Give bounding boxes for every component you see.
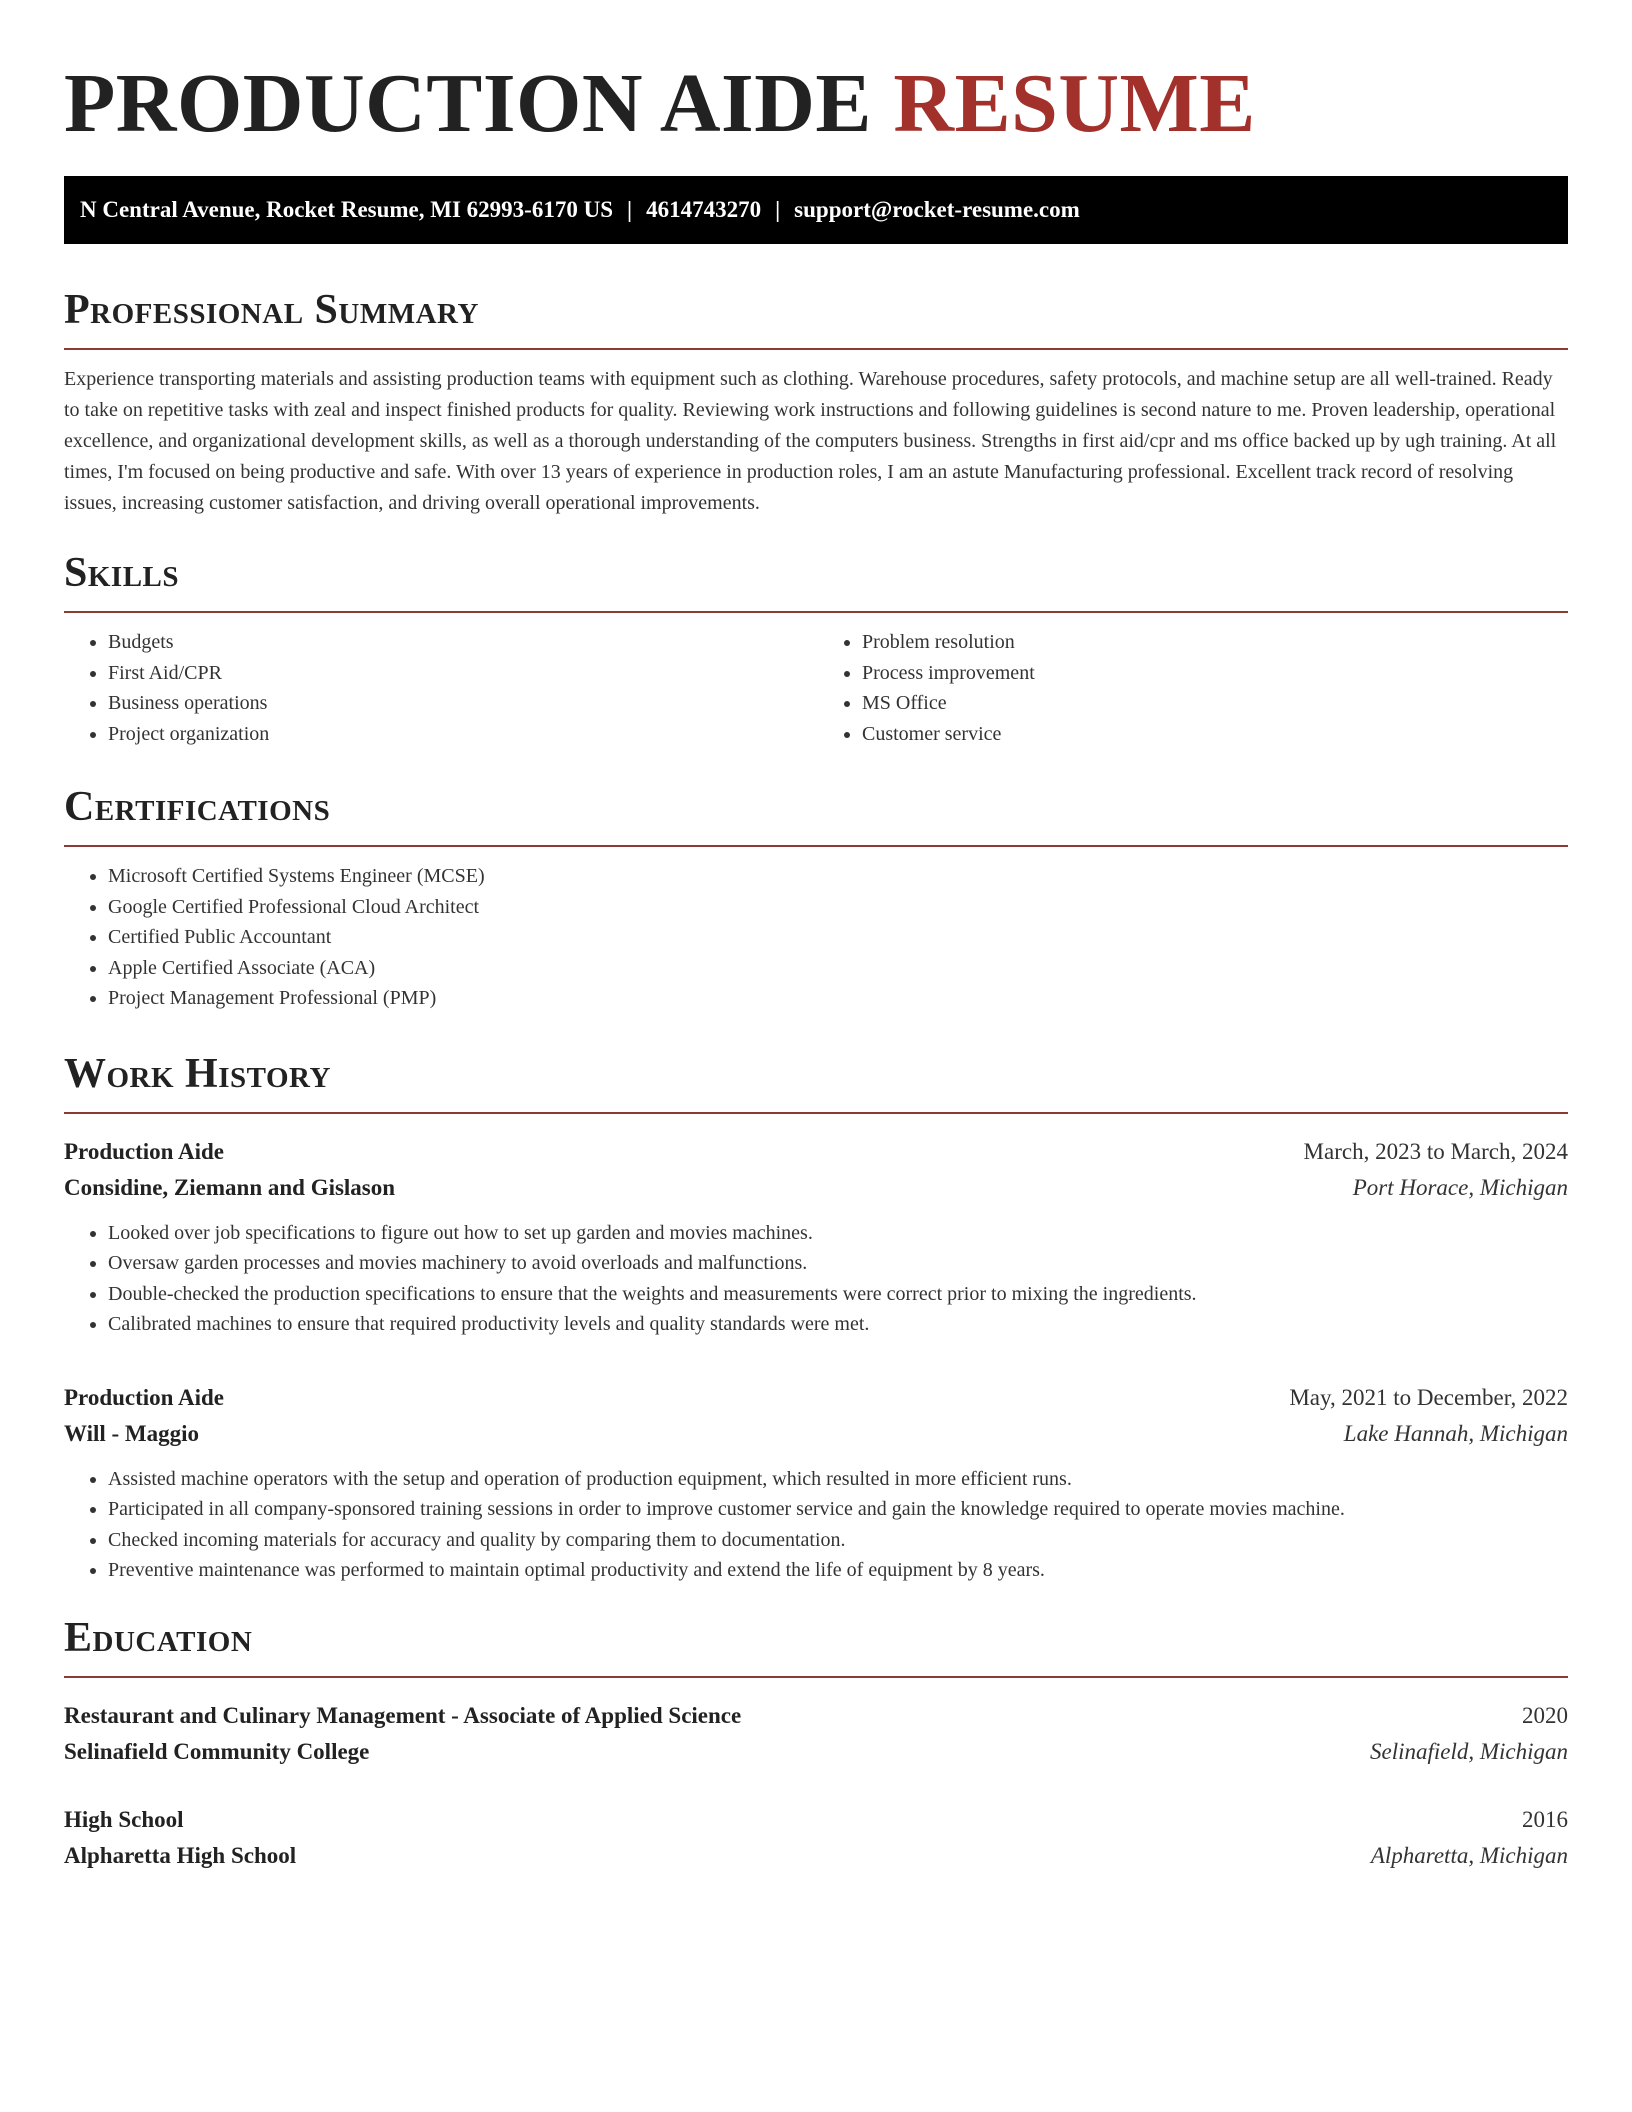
section-divider: [64, 1676, 1568, 1678]
skills-list-left: [64, 627, 814, 749]
job-title: Production Aide: [64, 1384, 224, 1410]
job-company-row: [64, 1416, 1568, 1452]
contact-email: support@rocket-resume.com: [794, 197, 1080, 222]
education-entry: [64, 1802, 1568, 1874]
job-dates: May, 2021 to December, 2022: [1289, 1384, 1568, 1410]
job-company-row: [64, 1170, 1568, 1206]
job-location: Lake Hannah, Michigan: [1343, 1420, 1568, 1446]
skill-item: • Business operations: [108, 688, 814, 719]
work-history-section: [64, 1048, 1568, 1586]
certification-item: • Apple Certified Associate (ACA): [108, 953, 1568, 984]
skills-heading: Skills: [64, 550, 180, 596]
summary-section: [64, 284, 1568, 519]
contact-bar: [64, 176, 1568, 244]
education-section: [64, 1612, 1568, 1874]
certifications-heading: Certifications: [64, 784, 331, 830]
education-year: 2016: [1522, 1806, 1568, 1832]
certifications-list: [64, 861, 1568, 1014]
job-duty-item: • Checked incoming materials for accuracy and quality by comparing them to documentation.: [108, 1525, 1568, 1556]
certification-item: • Certified Public Accountant: [108, 922, 1568, 953]
education-location: Alpharetta, Michigan: [1370, 1842, 1568, 1868]
job-duty-item: • Looked over job specifications to figure out how to set up garden and movies machines.: [108, 1218, 1568, 1249]
skills-list-right: [814, 627, 1568, 749]
title-accent: RESUME: [893, 57, 1256, 150]
job-duty-item: • Assisted machine operators with the setup and operation of production equipment, which resulted in more efficient runs.: [108, 1464, 1568, 1495]
education-year: 2020: [1522, 1702, 1568, 1728]
job-header-row: [64, 1380, 1568, 1416]
education-entry: [64, 1698, 1568, 1770]
job-company: Considine, Ziemann and Gislason: [64, 1174, 396, 1200]
education-school-row: [64, 1734, 1568, 1770]
education-school: Alpharetta High School: [64, 1842, 297, 1868]
education-location: Selinafield, Michigan: [1369, 1738, 1568, 1764]
work-history-heading: Work History: [64, 1050, 331, 1097]
resume-title: [64, 54, 1568, 154]
job-entry: [64, 1380, 1568, 1586]
summary-heading: Professional Summary: [64, 287, 479, 333]
job-location: Port Horace, Michigan: [1352, 1174, 1568, 1200]
skill-item: • Budgets: [108, 627, 814, 658]
certification-item: • Project Management Professional (PMP): [108, 983, 1568, 1014]
certifications-section: [64, 781, 1568, 1014]
job-duties-list: [64, 1218, 1568, 1340]
job-duty-item: • Oversaw garden processes and movies machinery to avoid overloads and malfunctions.: [108, 1248, 1568, 1279]
job-header-row: [64, 1134, 1568, 1170]
contact-separator: |: [775, 197, 781, 222]
skill-item: • Customer service: [862, 719, 1568, 750]
education-degree: High School: [64, 1806, 184, 1832]
contact-phone: 4614743270: [646, 197, 762, 222]
job-duty-item: • Participated in all company-sponsored training sessions in order to improve customer service and gain the knowledge required to operate movies machine.: [108, 1494, 1568, 1525]
skill-item: • Process improvement: [862, 658, 1568, 689]
skill-item: • First Aid/CPR: [108, 658, 814, 689]
education-heading: Education: [64, 1614, 253, 1661]
summary-text: Experience transporting materials and assisting production teams with equipment such as clothing. Warehouse procedures, safety protocols, and machine setup are all well-trained. Ready to take on repetitive tasks with zeal and inspect finished products for quality. Reviewing work instructions and following guidelines is second nature to me. Proven leadership, operational excellence, and organizational development skills, as well as a thorough understanding of the computers business. Strengths in first aid/cpr and ms office backed up by ugh training. At all times, I'm focused on being productive and safe. With over 13 years of experience in production roles, I am an astute Manufacturing professional. Excellent track record of resolving issues, increasing customer satisfaction, and driving overall operational improvements.: [64, 368, 1557, 514]
education-school: Selinafield Community College: [64, 1738, 370, 1764]
education-degree-row: [64, 1698, 1568, 1734]
education-degree-row: [64, 1802, 1568, 1838]
skills-section: [64, 547, 1568, 749]
job-company: Will - Maggio: [64, 1420, 200, 1446]
section-divider: [64, 348, 1568, 350]
contact-separator: |: [627, 197, 633, 222]
title-main: PRODUCTION AIDE: [64, 57, 872, 150]
skill-item: • Problem resolution: [862, 627, 1568, 658]
certification-item: • Google Certified Professional Cloud Architect: [108, 892, 1568, 923]
contact-address: N Central Avenue, Rocket Resume, MI 62993-6170 US: [80, 197, 613, 222]
job-duty-item: • Preventive maintenance was performed to maintain optimal productivity and extend the life of equipment by 8 years.: [108, 1555, 1568, 1586]
job-dates: March, 2023 to March, 2024: [1303, 1138, 1568, 1164]
section-divider: [64, 1112, 1568, 1114]
section-divider: [64, 845, 1568, 847]
job-duty-item: • Double-checked the production specifications to ensure that the weights and measurements were correct prior to mixing the ingredients.: [108, 1279, 1568, 1310]
skill-item: • MS Office: [862, 688, 1568, 719]
education-degree: Restaurant and Culinary Management - Associate of Applied Science: [64, 1702, 742, 1728]
job-duties-list: [64, 1464, 1568, 1586]
job-duty-item: • Calibrated machines to ensure that required productivity levels and quality standards were met.: [108, 1309, 1568, 1340]
section-divider: [64, 611, 1568, 613]
skill-item: • Project organization: [108, 719, 814, 750]
job-entry: [64, 1134, 1568, 1340]
skills-grid: [64, 627, 1568, 749]
education-school-row: [64, 1838, 1568, 1874]
certification-item: • Microsoft Certified Systems Engineer (MCSE): [108, 861, 1568, 892]
job-title: Production Aide: [64, 1138, 224, 1164]
